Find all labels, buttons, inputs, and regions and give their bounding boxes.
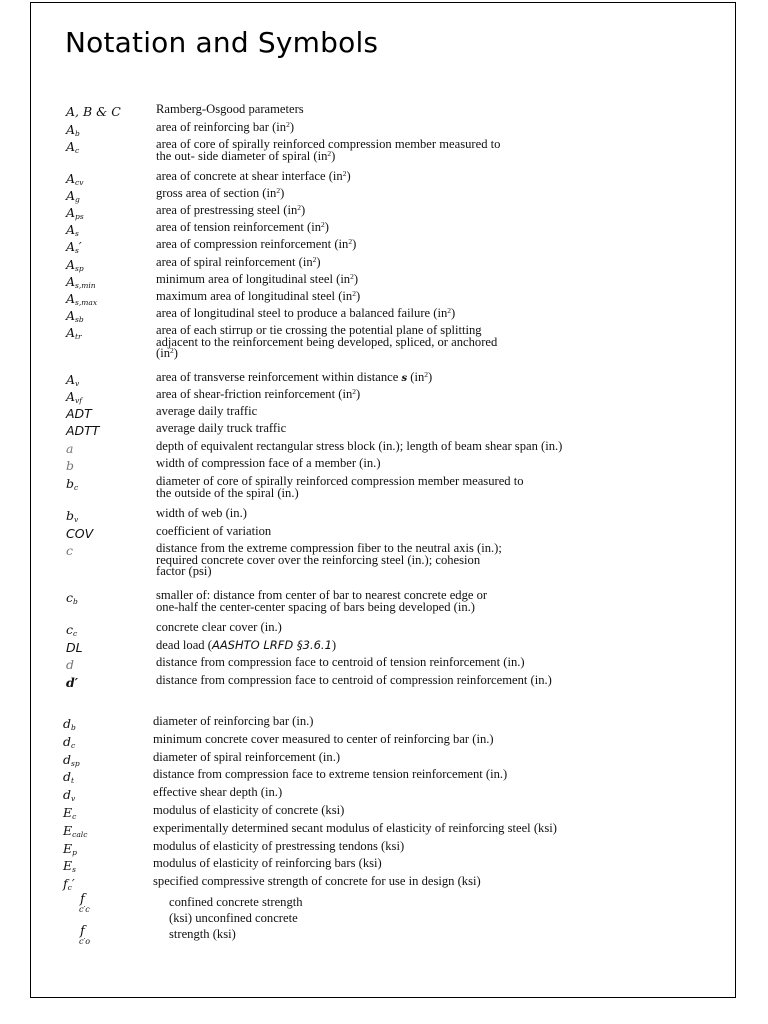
- notation-symbol: [80, 926, 100, 946]
- notation-row: [66, 675, 706, 693]
- symbol-subscript: ps: [75, 212, 84, 221]
- notation-symbol: [66, 257, 84, 273]
- description-text: ): [353, 272, 359, 286]
- description-text: area of spiral reinforcement (in: [156, 255, 313, 269]
- notation-symbol: ADTT: [66, 423, 100, 438]
- notation-symbol: [66, 308, 84, 324]
- notation-description: [156, 476, 706, 499]
- notation-symbol: COV: [66, 526, 94, 541]
- symbol-subscript: s,min: [75, 281, 96, 290]
- notation-symbol: [66, 239, 82, 255]
- symbol-base: A: [66, 325, 76, 340]
- description-text: distance from the extreme compression fiber to the neutral axis (in.); required concrete cover over the reinforcing steel (in.); cohesion factor (psi): [156, 541, 502, 578]
- notation-row: [66, 325, 706, 372]
- symbol-subscript: g: [75, 195, 80, 204]
- notation-row: [66, 543, 706, 590]
- notation-symbol: [63, 823, 87, 839]
- symbol-base: b: [66, 508, 75, 523]
- description-text: modulus of elasticity of prestressing tendons (ksi): [153, 839, 405, 853]
- notation-symbol: [63, 769, 74, 785]
- description-text: ): [173, 346, 178, 360]
- description-text: distance from compression face to extreme tension reinforcement (in.): [153, 767, 508, 781]
- description-text: ): [355, 289, 361, 303]
- description-text: distance from compression face to centroid of compression reinforcement (in.): [156, 673, 552, 687]
- description-text: area of reinforcing bar (in: [156, 120, 287, 134]
- description-text: ): [428, 370, 433, 384]
- notation-symbol: d: [66, 657, 75, 672]
- notation-symbol: b: [66, 458, 75, 473]
- notation-description: [156, 222, 706, 234]
- notation-symbol: [63, 752, 80, 768]
- page-title: Notation and Symbols: [65, 26, 379, 59]
- notation-description: [156, 657, 706, 669]
- document-page: [30, 2, 736, 998]
- notation-description: [156, 590, 706, 613]
- notation-symbol: A, B & C: [66, 104, 121, 119]
- symbol-base: d: [63, 769, 72, 784]
- notation-description: [153, 805, 703, 817]
- description-text: Ramberg-Osgood parameters: [156, 102, 304, 116]
- symbol-subscript: c: [73, 629, 78, 638]
- description-text: distance from compression face to centroid of tension reinforcement (in.): [156, 655, 525, 669]
- symbol-subscript: tr: [75, 332, 82, 341]
- symbol-base: f: [80, 892, 85, 907]
- symbol-subscript: sb: [75, 315, 84, 324]
- description-text: area of longitudinal steel to produce a balanced failure (in: [156, 306, 448, 320]
- symbol-subscript: b: [75, 129, 80, 138]
- notation-symbol: [66, 222, 79, 238]
- description-text: ): [346, 169, 351, 183]
- description-text: ): [356, 387, 361, 401]
- notation-symbol: [66, 139, 79, 155]
- symbol-base: A: [66, 257, 76, 272]
- notation-symbol: a: [66, 441, 74, 456]
- description-text: average daily truck traffic: [156, 421, 287, 435]
- notation-row: [63, 876, 703, 894]
- description-superscript: 2: [327, 148, 332, 158]
- symbol-base: A: [66, 239, 76, 254]
- description-superscript: 2: [352, 289, 356, 298]
- symbol-subscript: c′o: [79, 937, 91, 946]
- description-superscript: 2: [342, 169, 347, 178]
- notation-symbol: ADT: [66, 406, 92, 421]
- notation-symbol: d′: [66, 675, 79, 690]
- symbol-subscript: c′c: [79, 905, 90, 914]
- description-superscript: 2: [352, 387, 356, 396]
- description-superscript: 2: [297, 203, 302, 212]
- notation-row: [66, 139, 706, 171]
- notation-description: [153, 769, 703, 781]
- description-text: average daily traffic: [156, 404, 258, 418]
- notation-description: [156, 325, 706, 360]
- description-text: ): [316, 255, 321, 269]
- symbol-base: c: [66, 590, 74, 605]
- description-text: specified compressive strength of concrete for use in design (ksi): [153, 874, 481, 888]
- notation-description: [156, 406, 706, 418]
- notation-symbol: [66, 291, 97, 307]
- symbol-base: A: [66, 139, 76, 154]
- symbol-base: E: [63, 805, 73, 820]
- symbol-base: A: [66, 291, 76, 306]
- symbol-subscript: calc: [72, 830, 88, 839]
- symbol-base: d: [63, 787, 72, 802]
- notation-description: [156, 389, 706, 401]
- notation-row: [80, 894, 380, 926]
- description-text: dead load (: [156, 638, 212, 652]
- symbol-base: A: [66, 308, 76, 323]
- notation-description: [156, 291, 706, 303]
- symbol-base: A: [66, 274, 76, 289]
- symbol-prime: ′: [71, 876, 75, 891]
- description-text: modulus of elasticity of concrete (ksi): [153, 803, 345, 817]
- notation-description: [156, 372, 706, 385]
- description-text: smaller of: distance from center of bar to nearest concrete edge or one-half the center-center spacing of bars being developed (in.): [156, 588, 488, 614]
- description-text: diameter of reinforcing bar (in.): [153, 714, 314, 728]
- notation-description: [156, 640, 706, 652]
- description-variable: s: [401, 373, 408, 384]
- description-text: area of compression reinforcement (in: [156, 237, 349, 251]
- symbol-base: d: [63, 734, 72, 749]
- notation-description: [156, 274, 706, 286]
- notation-symbol: [66, 622, 77, 638]
- description-text: ): [301, 203, 306, 217]
- description-superscript: 2: [350, 272, 354, 281]
- notation-symbol: [80, 894, 100, 914]
- symbol-base: A: [66, 188, 76, 203]
- symbol-subscript: vf: [75, 396, 83, 405]
- notation-description: [156, 239, 706, 251]
- symbol-subscript: p: [72, 848, 77, 857]
- notation-description: [156, 171, 706, 183]
- description-superscript: 2: [348, 237, 353, 246]
- description-text: area of tension reinforcement (in: [156, 220, 322, 234]
- description-text: minimum area of longitudinal steel (in: [156, 272, 351, 286]
- symbol-subscript: v: [71, 794, 76, 803]
- notation-description: [156, 675, 706, 687]
- notation-list-secondary: [63, 716, 703, 894]
- notation-description: [153, 876, 703, 888]
- symbol-base: f: [63, 876, 68, 891]
- description-text: ): [451, 306, 456, 320]
- notation-description: [153, 841, 703, 853]
- notation-symbol: [66, 476, 78, 492]
- symbol-subscript: c: [67, 883, 72, 892]
- notation-description: [153, 734, 703, 746]
- description-text: ): [352, 237, 357, 251]
- description-text: area of shear-friction reinforcement (in: [156, 387, 353, 401]
- description-text: area of core of spirally reinforced compression member measured to the out- side diameter of spiral (in: [156, 137, 501, 163]
- symbol-subscript: sp: [71, 759, 80, 768]
- notation-list-primary: [66, 104, 706, 693]
- notation-row: [80, 926, 380, 958]
- notation-symbol: [66, 508, 78, 524]
- description-text: effective shear depth (in.): [153, 785, 283, 799]
- symbol-subscript: c: [74, 483, 79, 492]
- notation-description: [153, 858, 703, 870]
- description-text: ): [331, 638, 337, 652]
- symbol-base: A: [66, 171, 76, 186]
- description-text: minimum concrete cover measured to center of reinforcing bar (in.): [153, 732, 494, 746]
- notation-description: [153, 752, 703, 764]
- symbol-base: A: [66, 122, 76, 137]
- notation-description: [156, 104, 706, 116]
- description-superscript: 2: [286, 120, 290, 129]
- description-superscript: 2: [170, 346, 174, 355]
- symbol-subscript: c: [71, 741, 76, 750]
- notation-description: [156, 622, 706, 634]
- symbol-base: A: [66, 205, 76, 220]
- symbol-subscript: v: [75, 379, 80, 388]
- symbol-base: d: [63, 752, 72, 767]
- notation-symbol: [63, 858, 76, 874]
- notation-symbol: [66, 171, 83, 187]
- notation-symbol: [63, 876, 75, 892]
- notation-symbol: [63, 841, 77, 857]
- symbol-subscript: sp: [75, 264, 84, 273]
- notation-description: [156, 308, 706, 320]
- symbol-subscript: b: [71, 723, 76, 732]
- notation-description: confined concrete strength (ksi) unconfined concrete: [169, 895, 303, 925]
- notation-description: [156, 508, 706, 520]
- description-text: area of each stirrup or tie crossing the potential plane of splitting adjacent to the reinforcement being developed, spliced, or anchored (in: [156, 323, 498, 360]
- description-text: ): [331, 148, 336, 163]
- symbol-base: A: [66, 372, 76, 387]
- description-text: area of concrete at shear interface (in: [156, 169, 343, 183]
- notation-symbol: [66, 122, 80, 138]
- notation-list-footnote: [80, 894, 380, 958]
- notation-symbol: [63, 734, 75, 750]
- notation-row: [66, 476, 706, 508]
- symbol-subscript: s: [75, 246, 79, 255]
- symbol-base: A: [66, 389, 76, 404]
- notation-description: [153, 787, 703, 799]
- notation-symbol: [66, 590, 78, 606]
- symbol-subscript: b: [73, 597, 78, 606]
- description-text: width of web (in.): [156, 506, 247, 520]
- notation-symbol: [66, 372, 79, 388]
- notation-description: [153, 823, 703, 835]
- symbol-prime: ′: [78, 239, 82, 254]
- description-superscript: 2: [312, 255, 317, 264]
- description-text: area of transverse reinforcement within distance: [156, 370, 402, 384]
- description-superscript: 2: [276, 186, 281, 195]
- notation-description: [156, 205, 706, 217]
- notation-description: [156, 257, 706, 269]
- notation-description: [156, 441, 706, 453]
- symbol-base: E: [63, 858, 73, 873]
- symbol-subscript: s: [72, 865, 76, 874]
- notation-symbol: [66, 325, 82, 341]
- description-text: diameter of core of spirally reinforced compression member measured to the outside of the spiral (in.): [156, 474, 524, 500]
- notation-description: [156, 543, 706, 578]
- notation-description: [156, 458, 706, 470]
- notation-description: strength (ksi): [169, 927, 236, 941]
- notation-description: [153, 716, 703, 728]
- symbol-base: d: [63, 716, 72, 731]
- notation-symbol: [63, 787, 75, 803]
- symbol-subscript: v: [74, 515, 79, 524]
- description-text: coefficient of variation: [156, 524, 272, 538]
- notation-description: [156, 188, 706, 200]
- description-text: (in: [407, 370, 425, 384]
- notation-description: [156, 122, 706, 134]
- symbol-base: c: [66, 622, 74, 637]
- notation-symbol: [66, 274, 96, 290]
- description-text: depth of equivalent rectangular stress block (in.); length of beam shear span (in.): [156, 439, 563, 453]
- symbol-base: f: [80, 924, 85, 939]
- notation-description: [156, 526, 706, 538]
- symbol-subscript: s,max: [75, 298, 98, 307]
- notation-row: [66, 590, 706, 622]
- notation-description: [156, 423, 706, 435]
- symbol-base: E: [63, 823, 73, 838]
- description-text: area of prestressing steel (in: [156, 203, 298, 217]
- description-text: width of compression face of a member (in.): [156, 456, 381, 470]
- notation-symbol: [63, 805, 76, 821]
- description-superscript: 2: [321, 220, 325, 229]
- description-text: modulus of elasticity of reinforcing bars (ksi): [153, 856, 382, 870]
- notation-description: [156, 139, 706, 162]
- symbol-base: A: [66, 222, 76, 237]
- description-text: ): [324, 220, 329, 234]
- symbol-subscript: c: [72, 812, 77, 821]
- notation-symbol: c: [66, 543, 74, 558]
- notation-symbol: DL: [66, 640, 83, 655]
- description-reference: AASHTO LRFD §3.6.1: [211, 638, 332, 652]
- symbol-subscript: s: [75, 229, 79, 238]
- description-superscript: 2: [424, 370, 428, 379]
- description-text: experimentally determined secant modulus of elasticity of reinforcing steel (ksi): [153, 821, 557, 835]
- description-superscript: 2: [447, 306, 452, 315]
- symbol-base: b: [66, 476, 75, 491]
- description-text: ): [280, 186, 285, 200]
- description-text: maximum area of longitudinal steel (in: [156, 289, 353, 303]
- description-text: ): [289, 120, 295, 134]
- notation-symbol: [66, 188, 80, 204]
- symbol-base: E: [63, 841, 73, 856]
- notation-symbol: [63, 716, 76, 732]
- description-text: concrete clear cover (in.): [156, 620, 282, 634]
- symbol-subscript: cv: [75, 178, 84, 187]
- description-text: diameter of spiral reinforcement (in.): [153, 750, 341, 764]
- notation-symbol: [66, 205, 84, 221]
- notation-symbol: [66, 389, 82, 405]
- description-text: gross area of section (in: [156, 186, 277, 200]
- symbol-subscript: c: [75, 146, 80, 155]
- symbol-subscript: t: [71, 776, 75, 785]
